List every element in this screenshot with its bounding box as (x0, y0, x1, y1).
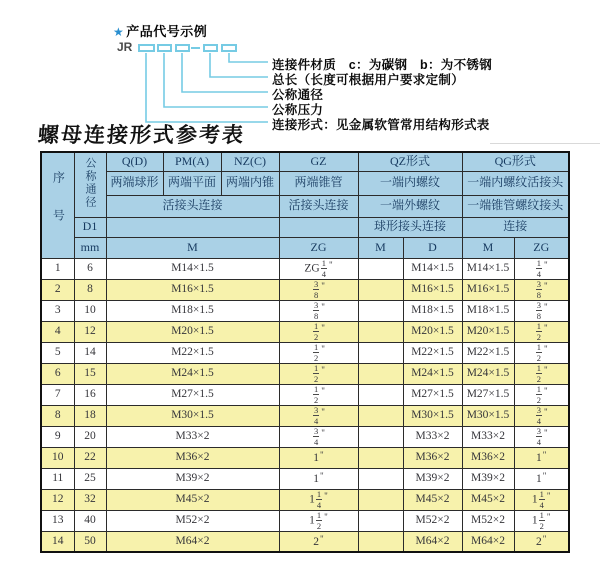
inch-mark: " (542, 470, 547, 481)
cell-m-thread: M14×1.5 (106, 258, 279, 279)
fraction: $\frac{1}{2}$ (314, 363, 319, 384)
cell-qg-m: M33×2 (462, 426, 514, 447)
header-gz-conn: 活接头连接 (279, 195, 358, 217)
cell-qz-m (358, 405, 403, 426)
fraction: $\frac{3}{4}$ (536, 405, 542, 426)
cell-gz-thread (279, 342, 358, 363)
fraction: $\frac{1}{2}$ (536, 321, 542, 342)
label-total-length: 总长（长度可根据用户要求定制） (272, 73, 465, 87)
label-nominal-diameter: 公称通径 (272, 88, 324, 102)
cell-gz-thread (279, 489, 358, 510)
product-code-heading-text: 产品代号示例 (126, 24, 208, 39)
fraction: $\frac{1}{4}$ (539, 489, 544, 510)
inch-mark: " (542, 533, 547, 544)
value-token: 1 (531, 493, 538, 506)
header-qg-desc2: 一端锥管螺纹接头 (462, 195, 569, 217)
header-col-q: Q(D) (106, 152, 163, 171)
section-title: 螺母连接形式参考表 (37, 122, 246, 147)
header-qg-desc1: 一端内螺纹活接头 (462, 171, 569, 195)
cell-m-thread: M20×1.5 (106, 321, 279, 342)
cell-qg-m: M52×2 (462, 510, 514, 531)
cell-qz-d: M27×1.5 (403, 384, 462, 405)
cell-seq: 4 (41, 321, 74, 342)
table-row-11 (41, 468, 569, 489)
table-row-9 (41, 426, 569, 447)
cell-qg-m: M24×1.5 (462, 363, 514, 384)
cell-gz-thread (279, 279, 358, 300)
inch-mark: " (546, 491, 551, 502)
cell-qg-m: M39×2 (462, 468, 514, 489)
value-token: 1 (313, 451, 320, 464)
inch-mark: " (542, 449, 547, 460)
cell-qg-zg (514, 258, 569, 279)
header-col-nz: NZ(C) (221, 152, 279, 171)
header-gz-desc: 两端锥管 (279, 171, 358, 195)
cell-qg-m: M18×1.5 (462, 300, 514, 321)
value-token: 1 (531, 514, 538, 527)
fraction: $\frac{3}{8}$ (536, 300, 542, 321)
inch-mark: " (321, 428, 325, 439)
fraction: $\frac{1}{4}$ (316, 489, 322, 510)
cell-m-thread: M39×2 (106, 468, 279, 489)
cell-qg-zg (514, 321, 569, 342)
header-empty-m (106, 217, 279, 237)
cell-m-thread: M24×1.5 (106, 363, 279, 384)
cell-seq: 7 (41, 384, 74, 405)
header-row-codes (41, 152, 569, 171)
inch-mark: " (321, 281, 325, 292)
value-token: 2 (536, 535, 542, 548)
cell-qz-m (358, 384, 403, 405)
cell-gz-thread (279, 363, 358, 384)
cell-qg-m: M36×2 (462, 447, 514, 468)
cell-seq: 11 (41, 468, 74, 489)
table-row-4 (41, 321, 569, 342)
label-connection-form: 连接形式：见金属软管常用结构形式表 (272, 118, 490, 132)
cell-gz-thread (279, 300, 358, 321)
cell-qg-m: M14×1.5 (462, 258, 514, 279)
header-row-d1 (41, 217, 569, 237)
cell-qg-zg (514, 468, 569, 489)
cell-dn: 12 (74, 321, 106, 342)
cell-qg-zg (514, 510, 569, 531)
cell-m-thread: M22×1.5 (106, 342, 279, 363)
value-token: 1 (536, 451, 542, 464)
cell-m-thread: M33×2 (106, 426, 279, 447)
table-row-12 (41, 489, 569, 510)
cell-qg-m: M20×1.5 (462, 321, 514, 342)
cell-qg-m: M30×1.5 (462, 405, 514, 426)
cell-qz-m (358, 447, 403, 468)
cell-qz-m (358, 489, 403, 510)
cell-qz-d: M30×1.5 (403, 405, 462, 426)
fraction: $\frac{1}{2}$ (536, 363, 542, 384)
table-row-2 (41, 279, 569, 300)
table-row-6 (41, 363, 569, 384)
code-prefix: JR (117, 40, 133, 54)
table-header (41, 152, 569, 258)
table-row-5 (41, 342, 569, 363)
table-row-3 (41, 300, 569, 321)
cell-dn: 22 (74, 447, 106, 468)
cell-qz-m (358, 510, 403, 531)
header-zg-label: ZG (279, 237, 358, 258)
inch-mark: " (544, 344, 548, 355)
cell-gz-thread (279, 531, 358, 552)
header-q-desc: 两端球形 (106, 171, 163, 195)
header-m-label: M (106, 237, 279, 258)
inch-mark: " (320, 470, 324, 481)
cell-dn: 18 (74, 405, 106, 426)
header-row-desc1 (41, 171, 569, 195)
cell-qg-zg (514, 405, 569, 426)
cell-m-thread: M18×1.5 (106, 300, 279, 321)
value-token: 1 (309, 493, 315, 506)
header-qg-m: M (462, 237, 514, 258)
cell-qg-zg (514, 531, 569, 552)
header-col-qg: QG形式 (462, 152, 569, 171)
cell-m-thread: M36×2 (106, 447, 279, 468)
fraction: $\frac{3}{8}$ (314, 279, 319, 300)
cell-seq: 6 (41, 363, 74, 384)
header-empty-gz (279, 217, 358, 237)
value-token: 2 (313, 535, 320, 548)
header-qg-zg: ZG (514, 237, 569, 258)
cell-gz-thread (279, 321, 358, 342)
fraction: $\frac{1}{4}$ (536, 258, 542, 279)
header-qz-desc2: 一端外螺纹 (358, 195, 462, 217)
cell-qz-d: M14×1.5 (403, 258, 462, 279)
label-nominal-pressure: 公称压力 (272, 103, 324, 117)
cell-qg-m: M64×2 (462, 531, 514, 552)
inch-mark: " (321, 386, 325, 397)
cell-seq: 2 (41, 279, 74, 300)
cell-qz-m (358, 363, 403, 384)
header-col-pm: PM(A) (163, 152, 221, 171)
cell-qz-m (358, 468, 403, 489)
cell-dn: 20 (74, 426, 106, 447)
value-token: 1 (313, 472, 320, 485)
header-row-units (41, 237, 569, 258)
cell-dn: 40 (74, 510, 106, 531)
cell-seq: 9 (41, 426, 74, 447)
cell-m-thread: M16×1.5 (106, 279, 279, 300)
cell-qg-m: M22×1.5 (462, 342, 514, 363)
cell-qz-m (358, 531, 403, 552)
cell-qz-d: M52×2 (403, 510, 462, 531)
cell-qg-zg (514, 279, 569, 300)
cell-seq: 1 (41, 258, 74, 279)
header-mm: mm (74, 237, 106, 258)
cell-gz-thread (279, 468, 358, 489)
header-qz-m: M (358, 237, 403, 258)
cell-qz-d: M24×1.5 (403, 363, 462, 384)
cell-qz-m (358, 258, 403, 279)
cell-dn: 6 (74, 258, 106, 279)
header-d1: D1 (74, 217, 106, 237)
cell-dn: 16 (74, 384, 106, 405)
cell-dn: 8 (74, 279, 106, 300)
cell-qz-d: M22×1.5 (403, 342, 462, 363)
fraction: $\frac{1}{2}$ (314, 321, 319, 342)
cell-qz-d: M33×2 (403, 426, 462, 447)
cell-dn: 32 (74, 489, 106, 510)
cell-seq: 10 (41, 447, 74, 468)
value-token: 1 (309, 514, 315, 527)
cell-qg-m: M27×1.5 (462, 384, 514, 405)
header-row-desc2 (41, 195, 569, 217)
cell-qz-m (358, 342, 403, 363)
inch-mark: " (320, 533, 324, 544)
header-qg-conn: 连接 (462, 217, 569, 237)
table-row-14 (41, 531, 569, 552)
cell-qz-d: M64×2 (403, 531, 462, 552)
nut-connection-table (40, 151, 570, 553)
inch-mark: " (321, 407, 325, 418)
header-pm-desc: 两端平面 (163, 171, 221, 195)
cell-qg-zg (514, 447, 569, 468)
fraction: $\frac{3}{8}$ (314, 300, 319, 321)
inch-mark: " (321, 323, 325, 334)
cell-dn: 14 (74, 342, 106, 363)
fraction: $\frac{3}{4}$ (314, 426, 319, 447)
cell-gz-thread (279, 447, 358, 468)
cell-qz-d: M45×2 (403, 489, 462, 510)
reference-table-wrap (40, 151, 570, 553)
inch-mark: " (544, 260, 548, 271)
star-icon: ★ (113, 25, 125, 39)
fraction: $\frac{1}{2}$ (316, 510, 322, 531)
fraction: $\frac{1}{2}$ (536, 342, 542, 363)
header-qz-desc1: 一端内螺纹 (358, 171, 462, 195)
fraction: $\frac{3}{4}$ (314, 405, 319, 426)
cell-qz-m (358, 321, 403, 342)
cell-qz-d: M16×1.5 (403, 279, 462, 300)
inch-mark: " (324, 491, 328, 502)
inch-mark: " (324, 512, 328, 523)
cell-qg-zg (514, 342, 569, 363)
cell-seq: 5 (41, 342, 74, 363)
cell-qz-m (358, 426, 403, 447)
fraction: $\frac{1}{2}$ (314, 342, 319, 363)
cell-gz-thread (279, 384, 358, 405)
cell-seq: 14 (41, 531, 74, 552)
cell-m-thread: M64×2 (106, 531, 279, 552)
table-row-13 (41, 510, 569, 531)
inch-mark: " (320, 449, 324, 460)
cell-m-thread: M27×1.5 (106, 384, 279, 405)
cell-dn: 50 (74, 531, 106, 552)
cell-seq: 3 (41, 300, 74, 321)
cell-dn: 15 (74, 363, 106, 384)
cell-qz-m (358, 279, 403, 300)
cell-qg-zg (514, 300, 569, 321)
cell-gz-thread (279, 510, 358, 531)
cell-qz-d: M18×1.5 (403, 300, 462, 321)
cell-seq: 12 (41, 489, 74, 510)
inch-mark: " (321, 344, 325, 355)
header-union-conn: 活接头连接 (106, 195, 279, 217)
cell-qz-d: M36×2 (403, 447, 462, 468)
inch-mark: " (544, 302, 548, 313)
inch-mark: " (544, 323, 548, 334)
inch-mark: " (328, 260, 333, 271)
cell-qz-d: M20×1.5 (403, 321, 462, 342)
cell-m-thread: M45×2 (106, 489, 279, 510)
table-row-8 (41, 405, 569, 426)
inch-mark: " (544, 281, 548, 292)
cell-qz-m (358, 300, 403, 321)
value-token: 1 (536, 472, 542, 485)
label-material: 连接件材质 c：为碳钢 b：为不锈钢 (272, 58, 492, 72)
inch-mark: " (544, 428, 548, 439)
cell-seq: 13 (41, 510, 74, 531)
inch-mark: " (544, 407, 548, 418)
header-dn: 公称通径 (74, 152, 106, 217)
fraction: $\frac{3}{8}$ (536, 279, 542, 300)
value-token: ZG (304, 262, 320, 275)
table-row-7 (41, 384, 569, 405)
inch-mark: " (546, 512, 551, 523)
table-row-1 (41, 258, 569, 279)
cell-gz-thread (279, 426, 358, 447)
cell-qg-zg (514, 426, 569, 447)
page-edge-hairline (490, 143, 600, 144)
inch-mark: " (544, 386, 548, 397)
cell-dn: 10 (74, 300, 106, 321)
cell-qg-m: M45×2 (462, 489, 514, 510)
cell-seq: 8 (41, 405, 74, 426)
inch-mark: " (321, 365, 325, 376)
fraction: $\frac{1}{2}$ (536, 384, 542, 405)
cell-m-thread: M52×2 (106, 510, 279, 531)
cell-gz-thread (279, 405, 358, 426)
header-nz-desc: 两端内锥 (221, 171, 279, 195)
fraction: $\frac{3}{4}$ (536, 426, 542, 447)
fraction: $\frac{1}{2}$ (314, 384, 319, 405)
fraction: $\frac{1}{4}$ (321, 258, 326, 279)
inch-mark: " (544, 365, 548, 376)
header-col-qz: QZ形式 (358, 152, 462, 171)
header-seq: 序号 (41, 152, 74, 258)
header-qz-d: D (403, 237, 462, 258)
cell-gz-thread (279, 258, 358, 279)
table-body (41, 258, 569, 552)
fraction: $\frac{1}{2}$ (539, 510, 544, 531)
cell-m-thread: M30×1.5 (106, 405, 279, 426)
cell-dn: 25 (74, 468, 106, 489)
cell-qg-m: M16×1.5 (462, 279, 514, 300)
cell-qg-zg (514, 384, 569, 405)
table-row-10 (41, 447, 569, 468)
header-col-gz: GZ (279, 152, 358, 171)
cell-qg-zg (514, 363, 569, 384)
cell-qg-zg (514, 489, 569, 510)
header-qz-conn: 球形接头连接 (358, 217, 462, 237)
inch-mark: " (321, 302, 325, 313)
cell-qz-d: M39×2 (403, 468, 462, 489)
